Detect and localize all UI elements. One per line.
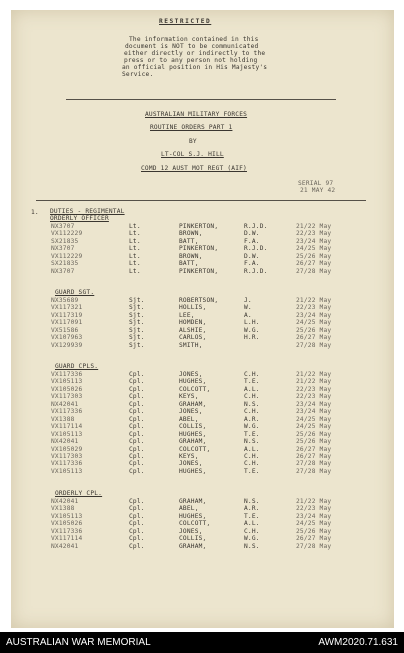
service-number: VX105113 bbox=[51, 378, 83, 386]
duty-date: 23/24 May bbox=[296, 237, 332, 245]
surname: GRAHAM, bbox=[179, 498, 207, 505]
rank: Cpl. bbox=[129, 445, 145, 453]
service-number: VX117319 bbox=[51, 311, 83, 319]
notice-line: press or to any person not holding bbox=[124, 57, 258, 64]
initials: C.H. bbox=[244, 527, 260, 535]
initials: A.L. bbox=[244, 385, 260, 393]
group-heading: GUARD CPLS. bbox=[55, 363, 99, 370]
serial-number: SERIAL 97 bbox=[298, 180, 334, 187]
rank: Lt. bbox=[129, 260, 141, 268]
surname: BROWN, bbox=[179, 230, 203, 238]
surname: GRAHAM, bbox=[179, 438, 207, 446]
service-number: NX3707 bbox=[51, 223, 75, 230]
service-number: VX117336 bbox=[51, 408, 83, 416]
duty-date: 21/22 May bbox=[296, 223, 332, 230]
service-number: NX3707 bbox=[51, 267, 75, 275]
rank: Lt. bbox=[129, 245, 141, 253]
surname: HOLLIS, bbox=[179, 304, 207, 312]
rank: Sjt. bbox=[129, 297, 145, 304]
duty-date: 26/27 May bbox=[296, 445, 332, 453]
title-line-5: COMD 12 AUST MOT REGT (AIF) bbox=[141, 165, 247, 172]
rank: Cpl. bbox=[129, 505, 145, 513]
service-number: NX42041 bbox=[51, 400, 79, 408]
surname: COLCOTT, bbox=[179, 445, 211, 453]
surname: ALSHIE, bbox=[179, 326, 207, 334]
rank: Cpl. bbox=[129, 423, 145, 431]
rank: Lt. bbox=[129, 267, 141, 275]
surname: PINKERTON, bbox=[179, 223, 219, 230]
rank: Cpl. bbox=[129, 408, 145, 416]
duty-date: 23/24 May bbox=[296, 408, 332, 416]
service-number: VX105113 bbox=[51, 467, 83, 475]
duty-date: 25/26 May bbox=[296, 430, 332, 438]
duty-date: 21/22 May bbox=[296, 378, 332, 386]
service-number: VX105026 bbox=[51, 385, 83, 393]
surname: KEYS, bbox=[179, 393, 199, 401]
duty-date: 25/26 May bbox=[296, 527, 332, 535]
surname: BROWN, bbox=[179, 252, 203, 260]
surname: BATT, bbox=[179, 260, 199, 268]
duty-date: 25/26 May bbox=[296, 326, 332, 334]
rank: Lt. bbox=[129, 252, 141, 260]
duty-date: 25/26 May bbox=[296, 438, 332, 446]
service-number: NX42041 bbox=[51, 498, 79, 505]
surname: ABEL, bbox=[179, 505, 199, 513]
service-number: NX35689 bbox=[51, 297, 79, 304]
surname: GRAHAM, bbox=[179, 542, 207, 550]
serial-date: 21 MAY 42 bbox=[300, 187, 336, 194]
rank: Cpl. bbox=[129, 520, 145, 528]
rank: Cpl. bbox=[129, 400, 145, 408]
surname: HUGHES, bbox=[179, 512, 207, 520]
divider bbox=[36, 200, 366, 201]
section-number: 1. bbox=[31, 209, 39, 216]
rank: Cpl. bbox=[129, 498, 145, 505]
surname: BATT, bbox=[179, 237, 199, 245]
duty-date: 22/23 May bbox=[296, 385, 332, 393]
duty-date: 21/22 May bbox=[296, 371, 332, 378]
duty-date: 22/23 May bbox=[296, 230, 332, 238]
initials: T.E. bbox=[244, 512, 260, 520]
duty-date: 21/22 May bbox=[296, 498, 332, 505]
group-heading: ORDERLY CPL. bbox=[55, 490, 103, 497]
notice-line: Service. bbox=[122, 71, 154, 78]
rank: Cpl. bbox=[129, 393, 145, 401]
surname: GRAHAM, bbox=[179, 400, 207, 408]
initials: N.S. bbox=[244, 438, 260, 446]
duty-date: 26/27 May bbox=[296, 334, 332, 342]
initials: R.J.D. bbox=[244, 267, 268, 275]
initials: A.L. bbox=[244, 445, 260, 453]
initials: W.G. bbox=[244, 326, 260, 334]
duty-date: 22/23 May bbox=[296, 505, 332, 513]
initials: C.H. bbox=[244, 460, 260, 468]
rank: Cpl. bbox=[129, 430, 145, 438]
notice-line: either directly or indirectly to the bbox=[124, 50, 266, 57]
initials: A.R. bbox=[244, 415, 260, 423]
duty-date: 22/23 May bbox=[296, 393, 332, 401]
initials: T.E. bbox=[244, 430, 260, 438]
service-number: VX129939 bbox=[51, 341, 83, 349]
service-number: VX105113 bbox=[51, 430, 83, 438]
notice-line: The information contained in this bbox=[129, 36, 259, 43]
rank: Cpl. bbox=[129, 542, 145, 550]
rank: Cpl. bbox=[129, 438, 145, 446]
document-page bbox=[11, 10, 394, 628]
service-number: VX1388 bbox=[51, 505, 75, 513]
initials: L.H. bbox=[244, 319, 260, 327]
surname: JONES, bbox=[179, 527, 203, 535]
duty-date: 24/25 May bbox=[296, 520, 332, 528]
initials: T.E. bbox=[244, 467, 260, 475]
rank: Cpl. bbox=[129, 467, 145, 475]
rank: Sjt. bbox=[129, 341, 145, 349]
duty-date: 27/28 May bbox=[296, 467, 332, 475]
service-number: VX117336 bbox=[51, 460, 83, 468]
initials: R.J.D. bbox=[244, 223, 268, 230]
duty-date: 21/22 May bbox=[296, 297, 332, 304]
service-number: VX112229 bbox=[51, 252, 83, 260]
rank: Lt. bbox=[129, 237, 141, 245]
rank: Lt. bbox=[129, 230, 141, 238]
initials: A.L. bbox=[244, 520, 260, 528]
rank: Cpl. bbox=[129, 460, 145, 468]
duty-date: 22/23 May bbox=[296, 304, 332, 312]
notice-line: an official position in His Majesty's bbox=[122, 64, 268, 71]
duty-date: 25/26 May bbox=[296, 252, 332, 260]
rank: Cpl. bbox=[129, 527, 145, 535]
initials: R.J.D. bbox=[244, 245, 268, 253]
service-number: VX51586 bbox=[51, 326, 79, 334]
initials: A. bbox=[244, 311, 252, 319]
service-number: NX42041 bbox=[51, 542, 79, 550]
rank: Sjt. bbox=[129, 304, 145, 312]
rank: Lt. bbox=[129, 223, 141, 230]
surname: JONES, bbox=[179, 460, 203, 468]
surname: COLLIS, bbox=[179, 535, 207, 543]
rank: Cpl. bbox=[129, 385, 145, 393]
service-number: VX117303 bbox=[51, 393, 83, 401]
initials: C.H. bbox=[244, 408, 260, 416]
service-number: NX3707 bbox=[51, 245, 75, 253]
rank: Cpl. bbox=[129, 512, 145, 520]
surname: KEYS, bbox=[179, 452, 199, 460]
surname: COLCOTT, bbox=[179, 385, 211, 393]
initials: J. bbox=[244, 297, 252, 304]
title-line-1: AUSTRALIAN MILITARY FORCES bbox=[145, 111, 248, 118]
initials: F.A. bbox=[244, 237, 260, 245]
service-number: VX117321 bbox=[51, 304, 83, 312]
initials: H.R. bbox=[244, 334, 260, 342]
initials: N.S. bbox=[244, 400, 260, 408]
surname: ABEL, bbox=[179, 415, 199, 423]
duty-date: 27/28 May bbox=[296, 267, 332, 275]
service-number: VX107963 bbox=[51, 334, 83, 342]
initials: C.H. bbox=[244, 393, 260, 401]
initials: C.H. bbox=[244, 371, 260, 378]
initials: A.R. bbox=[244, 505, 260, 513]
initials: D.W. bbox=[244, 252, 260, 260]
surname: JONES, bbox=[179, 408, 203, 416]
surname: HUGHES, bbox=[179, 378, 207, 386]
service-number: NX42041 bbox=[51, 438, 79, 446]
surname: ROBERTSON, bbox=[179, 297, 219, 304]
rank: Cpl. bbox=[129, 371, 145, 378]
duty-date: 27/28 May bbox=[296, 341, 332, 349]
rank: Sjt. bbox=[129, 319, 145, 327]
service-number: VX105026 bbox=[51, 520, 83, 528]
duty-date: 27/28 May bbox=[296, 460, 332, 468]
duty-date: 27/28 May bbox=[296, 542, 332, 550]
surname: CARLOS, bbox=[179, 334, 207, 342]
duty-date: 26/27 May bbox=[296, 535, 332, 543]
service-number: VX105113 bbox=[51, 512, 83, 520]
duty-date: 23/24 May bbox=[296, 311, 332, 319]
service-number: VX105029 bbox=[51, 445, 83, 453]
duty-date: 23/24 May bbox=[296, 400, 332, 408]
surname: PINKERTON, bbox=[179, 245, 219, 253]
surname: HUGHES, bbox=[179, 430, 207, 438]
rank: Sjt. bbox=[129, 326, 145, 334]
initials: T.E. bbox=[244, 378, 260, 386]
initials: N.S. bbox=[244, 498, 260, 505]
service-number: VX117091 bbox=[51, 319, 83, 327]
surname: LEE, bbox=[179, 311, 195, 319]
rank: Cpl. bbox=[129, 378, 145, 386]
rank: Sjt. bbox=[129, 311, 145, 319]
duty-date: 26/27 May bbox=[296, 260, 332, 268]
surname: COLCOTT, bbox=[179, 520, 211, 528]
rank: Cpl. bbox=[129, 535, 145, 543]
notice-line: document is NOT to be communicated bbox=[125, 43, 259, 50]
service-number: VX117114 bbox=[51, 535, 83, 543]
initials: F.A. bbox=[244, 260, 260, 268]
service-number: VX117336 bbox=[51, 371, 83, 378]
surname: HOMDEN, bbox=[179, 319, 207, 327]
footer-institution: AUSTRALIAN WAR MEMORIAL bbox=[6, 637, 151, 648]
service-number: VX1388 bbox=[51, 415, 75, 423]
footer-accession-number: AWM2020.71.631 bbox=[318, 637, 398, 648]
surname: SMITH, bbox=[179, 341, 203, 349]
divider bbox=[66, 99, 336, 100]
initials: W.G. bbox=[244, 423, 260, 431]
section-title: DUTIES - REGIMENTAL bbox=[50, 208, 125, 215]
service-number: SX21835 bbox=[51, 260, 79, 268]
rank: Sjt. bbox=[129, 334, 145, 342]
title-line-3: BY bbox=[189, 138, 197, 145]
duty-date: 24/25 May bbox=[296, 415, 332, 423]
initials: W.G. bbox=[244, 535, 260, 543]
classification-heading: RESTRICTED bbox=[159, 18, 212, 25]
duty-date: 26/27 May bbox=[296, 452, 332, 460]
duty-date: 24/25 May bbox=[296, 245, 332, 253]
title-line-2: ROUTINE ORDERS PART 1 bbox=[150, 124, 233, 131]
footer-bar bbox=[0, 632, 404, 653]
service-number: SX21835 bbox=[51, 237, 79, 245]
initials: D.W. bbox=[244, 230, 260, 238]
section-subtitle: ORDERLY OFFICER bbox=[50, 215, 109, 222]
surname: JONES, bbox=[179, 371, 203, 378]
service-number: VX117114 bbox=[51, 423, 83, 431]
initials: C.H. bbox=[244, 452, 260, 460]
surname: COLLIS, bbox=[179, 423, 207, 431]
duty-date: 24/25 May bbox=[296, 319, 332, 327]
rank: Cpl. bbox=[129, 415, 145, 423]
title-line-4: LT-COL S.J. HILL bbox=[161, 151, 224, 158]
initials: N.S. bbox=[244, 542, 260, 550]
group-heading: GUARD SGT. bbox=[55, 289, 95, 296]
duty-date: 24/25 May bbox=[296, 423, 332, 431]
surname: HUGHES, bbox=[179, 467, 207, 475]
rank: Cpl. bbox=[129, 452, 145, 460]
service-number: VX117303 bbox=[51, 452, 83, 460]
duty-date: 23/24 May bbox=[296, 512, 332, 520]
service-number: VX117336 bbox=[51, 527, 83, 535]
surname: PINKERTON, bbox=[179, 267, 219, 275]
service-number: VX112229 bbox=[51, 230, 83, 238]
initials: W. bbox=[244, 304, 252, 312]
